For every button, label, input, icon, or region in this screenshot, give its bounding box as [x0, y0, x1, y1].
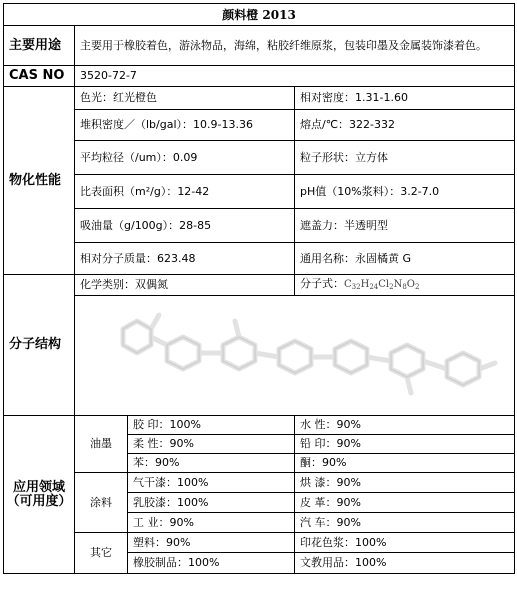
group-coating-label: 涂料 [75, 473, 128, 533]
application-label-cell [4, 416, 75, 574]
formula-cell [295, 275, 515, 296]
sheet-title: 颜料橙 2013 [4, 4, 515, 26]
application-cell: 文教用品：100% [295, 553, 515, 574]
application-cell: 水 性：90% [295, 416, 515, 435]
usage-label: 主要用途 [4, 26, 75, 66]
group-other-label: 其它 [75, 533, 128, 574]
physchem-cell: 相对密度：1.31-1.60 [295, 87, 515, 110]
physchem-cell: 平均粒径（/um）：0.09 [75, 141, 295, 175]
structure-label: 分子结构 [4, 275, 75, 416]
application-cell: 胶 印：100% [128, 416, 295, 435]
cas-label: CAS NO [4, 66, 75, 87]
application-cell: 皮 革：90% [295, 493, 515, 513]
application-sublabel: （可用度） [6, 493, 72, 509]
physchem-label: 物化性能 [4, 87, 75, 275]
application-cell: 烘 漆：90% [295, 473, 515, 493]
application-cell: 塑料：90% [128, 533, 295, 553]
group-ink-label: 油墨 [75, 416, 128, 473]
application-cell: 汽 车：90% [295, 513, 515, 533]
application-cell: 印花色浆：100% [295, 533, 515, 553]
physchem-cell: 色光：红光橙色 [75, 87, 295, 110]
application-label: 应用领域 [12, 479, 65, 495]
application-cell: 酮：90% [295, 454, 515, 473]
application-cell: 橡胶制品：100% [128, 553, 295, 574]
cas-value: 3520-72-7 [75, 66, 515, 87]
physchem-cell [75, 175, 295, 209]
physchem-cell: 熔点/℃：322-332 [295, 110, 515, 141]
physchem-cell: 粒子形状：立方体 [295, 141, 515, 175]
structure-image-cell [75, 296, 515, 416]
application-cell: 柔 性：90% [128, 435, 295, 454]
physchem-cell: pH值（10%浆料）：3.2-7.0 [295, 175, 515, 209]
chem-class: 化学类别：双偶氮 [75, 275, 295, 296]
physchem-cell: 通用名称：永固橘黄 G [295, 243, 515, 275]
usage-text: 主要用于橡胶着色，游泳物品，海绵，粘胶纤维原浆，包装印墨及金属装饰漆着色。 [75, 26, 515, 66]
application-cell: 气干漆：100% [128, 473, 295, 493]
application-cell: 工 业：90% [128, 513, 295, 533]
specific-surface-area-text: 比表面积（m²/g）：12-42 [80, 184, 210, 198]
application-cell: 苯：90% [128, 454, 295, 473]
formula-value: $C_{32}H_{24}Cl_2N_8O_2$ [344, 278, 420, 291]
physchem-cell: 相对分子质量：623.48 [75, 243, 295, 275]
physchem-cell: 遮盖力：半透明型 [295, 209, 515, 243]
molecule-structure-image [75, 297, 513, 415]
application-cell: 乳胶漆：100% [128, 493, 295, 513]
physchem-cell: 吸油量（g/100g）：28-85 [75, 209, 295, 243]
application-cell: 铅 印：90% [295, 435, 515, 454]
formula-label: 分子式： [300, 276, 344, 290]
pigment-datasheet-table [3, 3, 515, 574]
physchem-cell: 堆积密度／（lb/gal）：10.9-13.36 [75, 110, 295, 141]
